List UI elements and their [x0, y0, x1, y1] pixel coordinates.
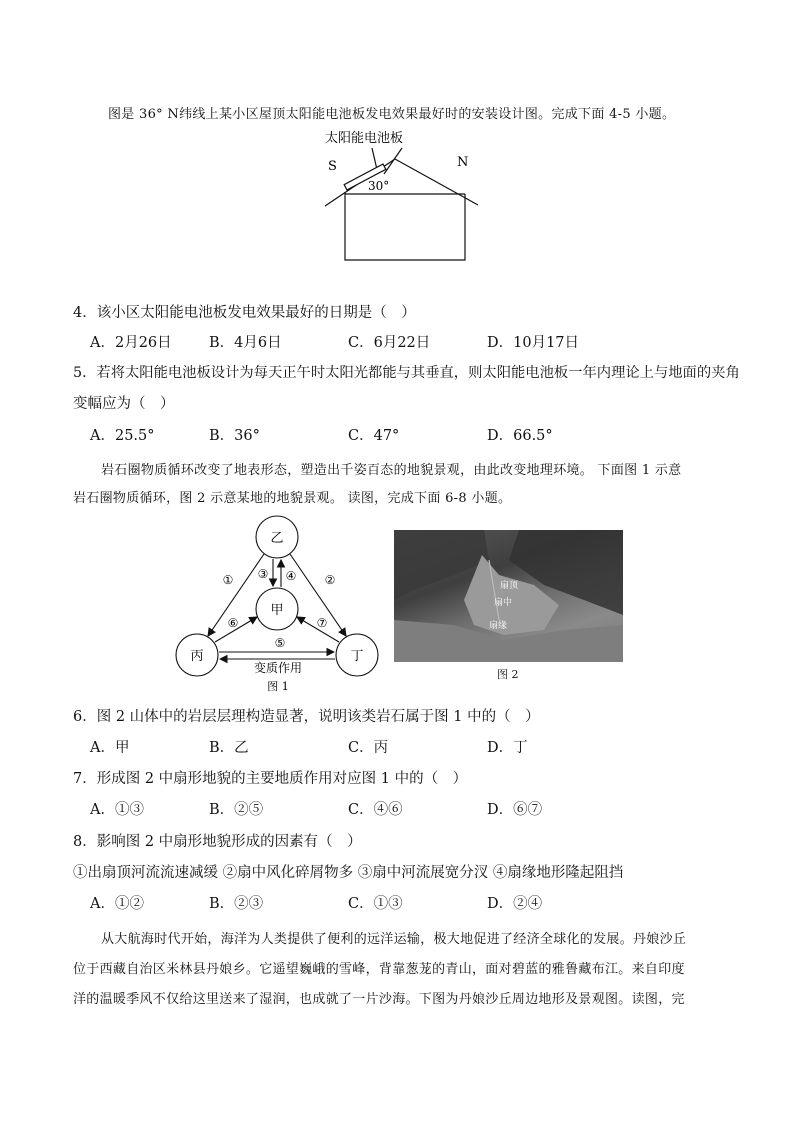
q7-option-d: D．⑥⑦: [487, 802, 543, 818]
label-arrow-6: ⑥: [227, 616, 239, 630]
south-label: S: [328, 159, 337, 174]
solar-panel-label: 太阳能电池板: [325, 131, 404, 146]
question-7-stem: 7．形成图 2 中扇形地貌的主要地质作用对应图 1 中的（ ）: [73, 771, 468, 787]
q5-option-b: B．36°: [209, 428, 260, 444]
label-arrow-1: ①: [222, 573, 234, 587]
alluvial-fan-photo: [394, 530, 623, 662]
question-5-stem-line2: 变幅应为（ ）: [73, 396, 175, 412]
q8-option-c: C．①③: [348, 896, 403, 912]
label-ding: 丁: [350, 649, 364, 664]
intro-text-2-line1: 岩石圈物质循环改变了地表形态，塑造出千姿百态的地貌景观，由此改变地理环境。 下面图 1 示意: [101, 463, 682, 478]
label-arrow-5: ⑤: [274, 636, 286, 650]
question-5-stem-line1: 5．若将太阳能电池板设计为每天正午时太阳光都能与其垂直，则太阳能电池板一年内理论上与地面的夹角: [73, 365, 740, 381]
intro-text-3-line1: 从大航海时代开始，海洋为人类提供了便利的远洋运输，极大地促进了经济全球化的发展。丹娘沙丘: [101, 932, 687, 947]
intro-text-3-line3: 洋的温暖季风不仅给这里送来了湿润，也成就了一片沙海。下图为丹娘沙丘周边地形及景观图。读图，完: [73, 992, 685, 1007]
label-arrow-4: ④: [285, 569, 297, 583]
question-4-stem: 4．该小区太阳能电池板发电效果最好的日期是（ ）: [73, 305, 416, 321]
q5-option-d: D．66.5°: [487, 428, 553, 444]
q8-option-d: D．②④: [487, 896, 543, 912]
question-8-stem: 8．影响图 2 中扇形地貌形成的因素有（ ）: [73, 834, 362, 850]
q8-option-b: B．②③: [209, 896, 264, 912]
q4-option-c: C．6月22日: [348, 335, 431, 351]
intro-text-3-line2: 位于西藏自治区米林县丹娘乡。它遥望巍峨的雪峰，背靠葱茏的青山，面对碧蓝的雅鲁藏布江。来自印度: [73, 962, 685, 977]
q6-option-c: C．丙: [348, 740, 389, 756]
q7-option-a: A．①③: [90, 802, 144, 818]
fan-middle-label: 扇中: [494, 598, 513, 608]
q6-option-d: D．丁: [487, 740, 528, 756]
fan-edge-label: 扇缘: [489, 621, 508, 631]
q4-option-b: B．4月6日: [209, 335, 282, 351]
fig1-caption: 图 1: [267, 680, 289, 693]
q4-option-d: D．10月17日: [487, 335, 580, 351]
solar-panel-house-figure: [320, 130, 490, 265]
metamorphism-label: 变质作用: [253, 661, 303, 675]
label-arrow-3: ③: [257, 567, 269, 581]
q7-option-c: C．④⑥: [348, 802, 403, 818]
q8-option-a: A．①②: [90, 896, 144, 912]
fig2-caption: 图 2: [497, 668, 519, 681]
q6-option-a: A．甲: [90, 740, 130, 756]
intro-text-2-line2: 岩石圈物质循环，图 2 示意某地的地貌景观。 读图，完成下面 6-8 小题。: [73, 491, 512, 506]
question-6-stem: 6．图 2 山体中的岩层层理构造显著，说明该类岩石属于图 1 中的（ ）: [73, 709, 540, 725]
label-yi: 乙: [270, 531, 284, 546]
q4-option-a: A．2月26日: [90, 335, 172, 351]
rock-cycle-figure: [170, 512, 385, 697]
q5-option-a: A．25.5°: [90, 428, 155, 444]
label-bing: 丙: [190, 649, 204, 664]
question-8-factors: ①出扇顶河流流速减缓 ②扇中风化碎屑物多 ③扇中河流展宽分汊 ④扇缘地形隆起阻挡: [73, 865, 624, 881]
house-walls: [345, 192, 465, 260]
label-jia: 甲: [270, 603, 284, 618]
q6-option-b: B．乙: [209, 740, 249, 756]
fan-top-label: 扇顶: [500, 581, 519, 591]
north-label: N: [457, 155, 469, 170]
intro-text-1: 图是 36° N纬线上某小区屋顶太阳能电池板发电效果最好时的安装设计图。完成下面 4-5 小题。: [108, 107, 676, 122]
label-arrow-2: ②: [324, 573, 336, 587]
q5-option-c: C．47°: [348, 428, 400, 444]
angle-label: 30°: [368, 179, 390, 193]
q7-option-b: B．②⑤: [209, 802, 264, 818]
label-arrow-7: ⑦: [316, 616, 328, 630]
